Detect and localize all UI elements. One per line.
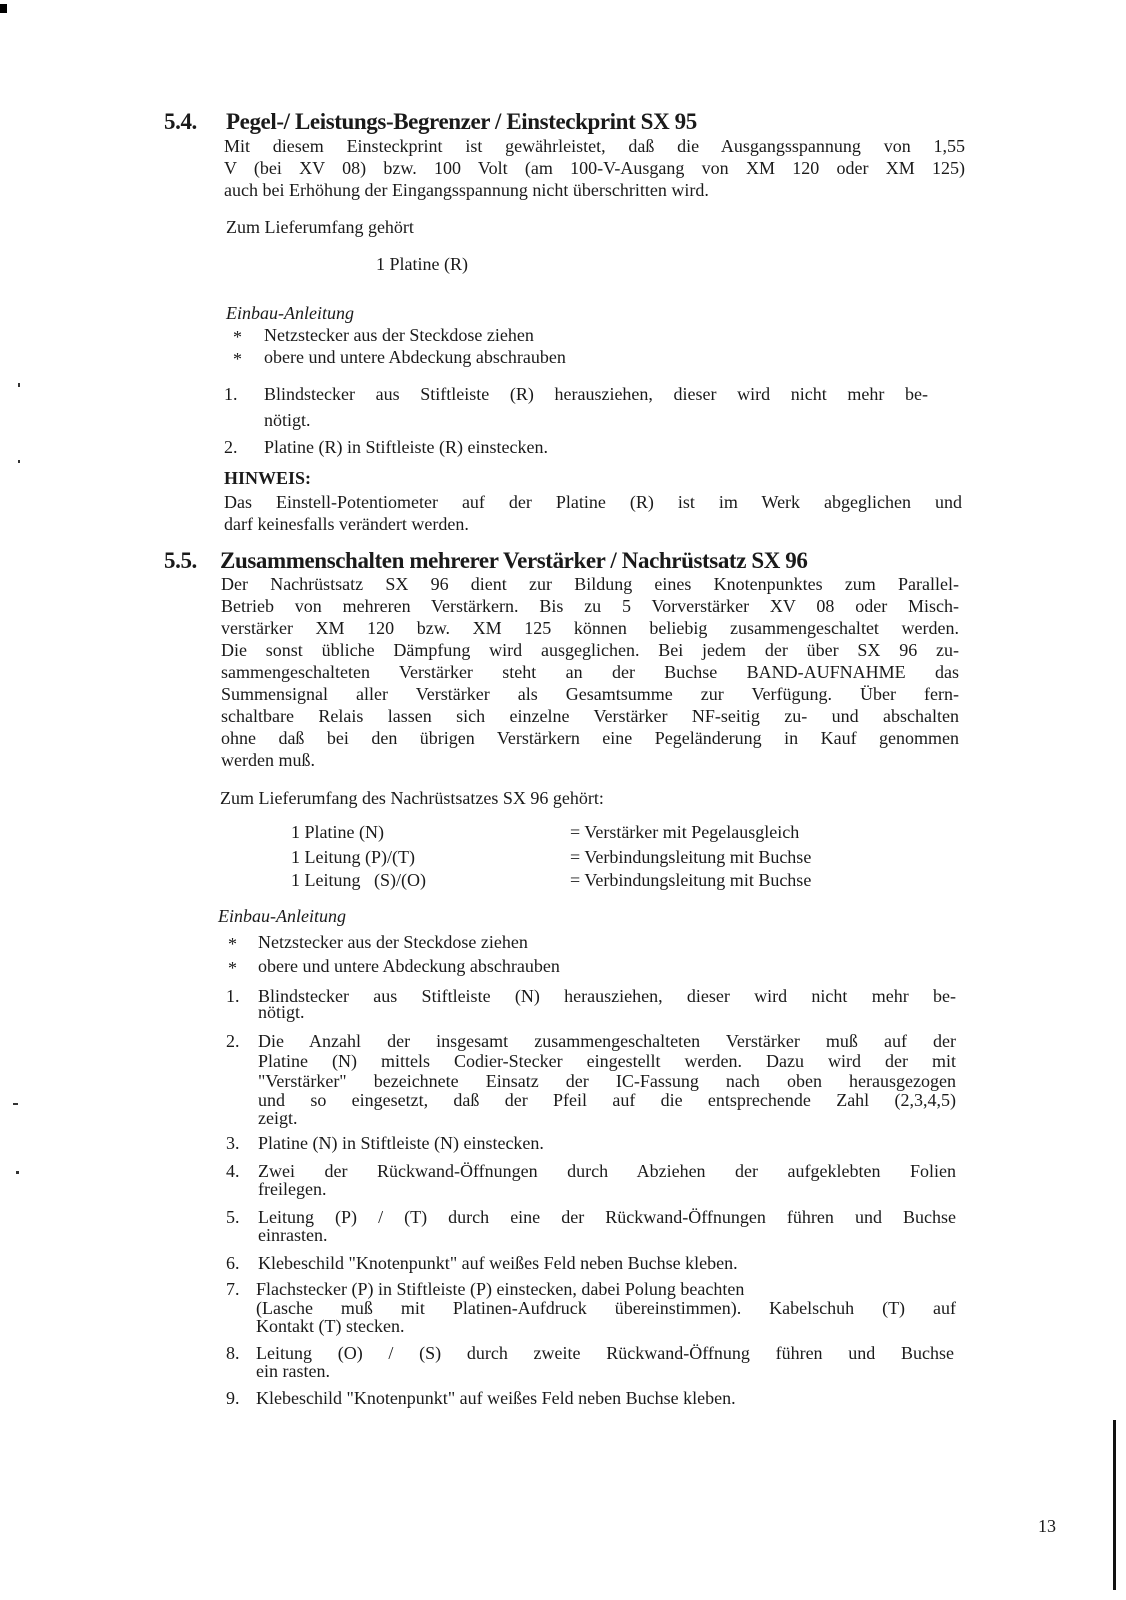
step-text: "Verstärker" bezeichnete Einsatz der IC-Fassung nach oben herausgezogen: [258, 1071, 956, 1091]
step-number: 6.: [226, 1253, 240, 1273]
section-number-5-5: 5.5.: [164, 548, 197, 573]
step-text: Leitung (O) / (S) durch zweite Rückwand-Öffnung führen und Buchse: [256, 1343, 954, 1363]
step-number: 1.: [224, 384, 238, 404]
install-heading: Einbau-Anleitung: [218, 906, 346, 926]
step-text: Klebeschild "Knotenpunkt" auf weißes Feld neben Buchse kleben.: [256, 1388, 736, 1408]
step-number: 2.: [224, 437, 238, 457]
step-text: (Lasche muß mit Platinen-Aufdruck übereinstimmen). Kabelschuh (T) auf: [256, 1298, 956, 1318]
paragraph-line: sammengeschalteten Verstärker steht an der Buchse BAND-AUFNAHME das: [221, 662, 959, 682]
section-number-5-4: 5.4.: [164, 109, 197, 134]
scan-dot: [18, 460, 20, 463]
bullet-text: obere und untere Abdeckung abschrauben: [258, 956, 560, 976]
scope-item: 1 Leitung (S)/(O): [291, 870, 426, 890]
bullet-text: obere und untere Abdeckung abschrauben: [264, 347, 566, 367]
bullet-text: Netzstecker aus der Steckdose ziehen: [258, 932, 528, 952]
step-text: freilegen.: [258, 1179, 327, 1199]
bullet-mark: *: [233, 349, 242, 369]
paragraph-line: auch bei Erhöhung der Eingangsspannung nicht überschritten wird.: [224, 180, 709, 200]
bullet-mark: *: [228, 934, 237, 954]
scope-item: 1 Leitung (P)/(T): [291, 847, 415, 867]
scan-mark: [0, 4, 7, 13]
section-title-5-4: Pegel-/ Leistungs-Begrenzer / Einsteckprint SX 95: [226, 109, 697, 134]
paragraph-line: werden muß.: [221, 750, 315, 770]
step-text: einrasten.: [258, 1225, 328, 1245]
paragraph-line: Betrieb von mehreren Verstärkern. Bis zu 5 Vorverstärker XV 08 oder Misch-: [221, 596, 959, 616]
paragraph-line: verstärker XM 120 bzw. XM 125 können beliebig zusammengeschaltet werden.: [221, 618, 959, 638]
paragraph-line: ohne daß bei den übrigen Verstärkern eine Pegeländerung in Kauf genommen: [221, 728, 959, 748]
scan-edge-line: [1113, 1420, 1116, 1590]
section-title-5-5: Zusammenschalten mehrerer Verstärker / Nachrüstsatz SX 96: [220, 548, 808, 573]
scan-dot: [13, 1103, 18, 1105]
note-label: HINWEIS:: [224, 468, 312, 488]
scope-label: Zum Lieferumfang gehört: [226, 217, 414, 237]
step-text: Flachstecker (P) in Stiftleiste (P) einstecken, dabei Polung beachten: [256, 1279, 745, 1299]
note-text: Das Einstell-Potentiometer auf der Platine (R) ist im Werk abgeglichen und: [224, 492, 962, 512]
bullet-mark: *: [228, 958, 237, 978]
step-text: Kontakt (T) stecken.: [256, 1316, 405, 1336]
paragraph-line: Summensignal aller Verstärker als Gesamtsumme zur Verfügung. Über fern-: [221, 684, 959, 704]
paragraph-line: Mit diesem Einsteckprint ist gewährleistet, daß die Ausgangsspannung von 1,55: [224, 136, 965, 156]
step-text: ein rasten.: [256, 1361, 330, 1381]
bullet-mark: *: [233, 327, 242, 347]
step-number: 9.: [226, 1388, 240, 1408]
note-text: darf keinesfalls verändert werden.: [224, 514, 469, 534]
page-number: 13: [1038, 1516, 1056, 1536]
step-text: nötigt.: [258, 1002, 305, 1022]
bullet-text: Netzstecker aus der Steckdose ziehen: [264, 325, 534, 345]
scope-item: 1 Platine (N): [291, 822, 384, 842]
step-number: 5.: [226, 1207, 240, 1227]
step-number: 8.: [226, 1343, 240, 1363]
step-number: 1.: [226, 986, 240, 1006]
step-text: Klebeschild "Knotenpunkt" auf weißes Feld neben Buchse kleben.: [258, 1253, 738, 1273]
step-text: Leitung (P) / (T) durch eine der Rückwand-Öffnungen führen und Buchse: [258, 1207, 956, 1227]
step-number: 3.: [226, 1133, 240, 1153]
paragraph-line: Die sonst übliche Dämpfung wird ausgeglichen. Bei jedem der über SX 96 zu-: [221, 640, 959, 660]
scope-desc: = Verbindungsleitung mit Buchse: [570, 870, 812, 890]
install-heading: Einbau-Anleitung: [226, 303, 354, 323]
step-text: Die Anzahl der insgesamt zusammengeschalteten Verstärker muß auf der: [258, 1031, 956, 1051]
step-text: nötigt.: [264, 410, 311, 430]
step-number: 4.: [226, 1161, 240, 1181]
step-text: Platine (N) mittels Codier-Stecker eingestellt werden. Dazu wird der mit: [258, 1051, 956, 1071]
scope-desc: = Verstärker mit Pegelausgleich: [570, 822, 800, 842]
step-text: und so eingesetzt, daß der Pfeil auf die entsprechende Zahl (2,3,4,5): [258, 1090, 956, 1110]
step-text: Platine (R) in Stiftleiste (R) einstecken.: [264, 437, 548, 457]
scan-dot: [16, 1171, 19, 1174]
step-text: Blindstecker aus Stiftleiste (R) herausziehen, dieser wird nicht mehr be-: [264, 384, 928, 404]
paragraph-line: Der Nachrüstsatz SX 96 dient zur Bildung eines Knotenpunktes zum Parallel-: [221, 574, 959, 594]
step-text: Zwei der Rückwand-Öffnungen durch Abziehen der aufgeklebten Folien: [258, 1161, 956, 1181]
step-text: Platine (N) in Stiftleiste (N) einstecken.: [258, 1133, 544, 1153]
step-number: 7.: [226, 1279, 240, 1299]
step-number: 2.: [226, 1031, 240, 1051]
scope-label: Zum Lieferumfang des Nachrüstsatzes SX 96 gehört:: [220, 788, 604, 808]
paragraph-line: V (bei XV 08) bzw. 100 Volt (am 100-V-Ausgang von XM 120 oder XM 125): [224, 158, 965, 178]
step-text: Blindstecker aus Stiftleiste (N) herausziehen, dieser wird nicht mehr be-: [258, 986, 956, 1006]
scan-dot: [18, 383, 20, 387]
scope-desc: = Verbindungsleitung mit Buchse: [570, 847, 812, 867]
paragraph-line: schaltbare Relais lassen sich einzelne Verstärker NF-seitig zu- und abschalten: [221, 706, 959, 726]
step-text: zeigt.: [258, 1108, 298, 1128]
scope-item: 1 Platine (R): [376, 254, 468, 274]
